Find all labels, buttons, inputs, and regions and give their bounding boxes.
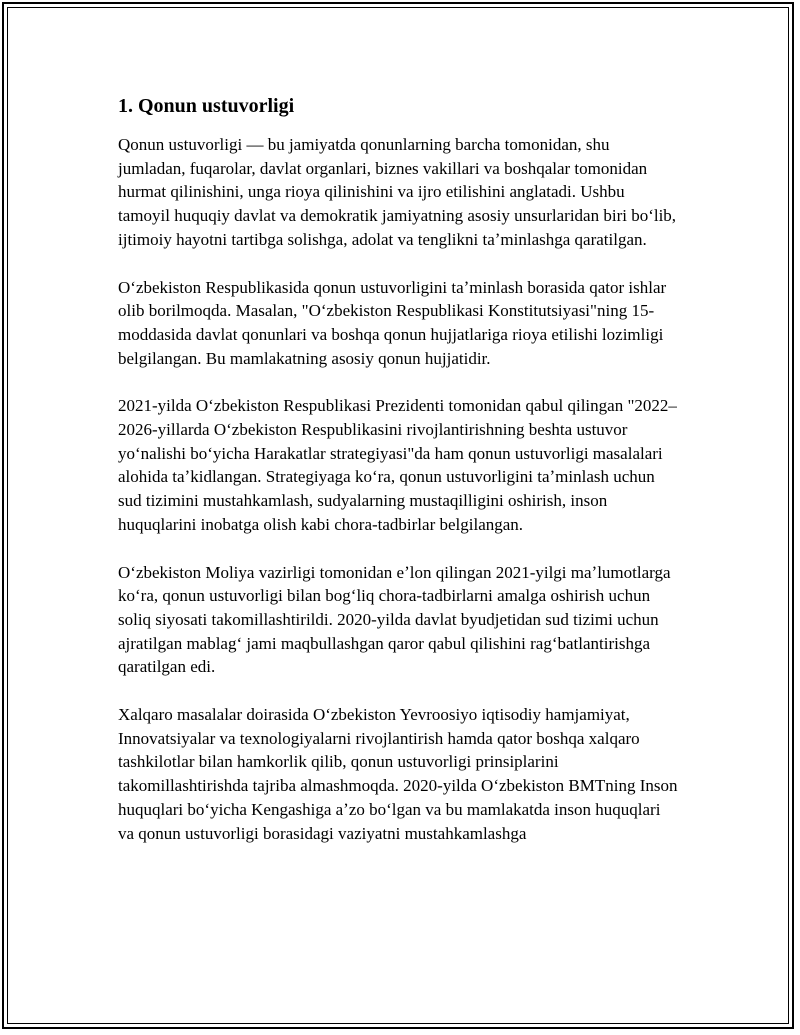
document-body: [118, 93, 678, 869]
section-heading: 1. Qonun ustuvorligi: [118, 95, 295, 117]
paragraph-5: Xalqaro masalalar doirasida Oʻzbekiston Yevroosiyo iqtisodiy hamjamiyat, Innovatsiyalar va texnologiyalarni rivojlantirish hamda qator boshqa xalqaro tashkilotlar bilan hamkorlik qilib, qonun ustuvorligi prinsiplarini takomillashtirishda tajriba almashmoqda. 2020-yilda Oʻzbekiston BMTning Inson huquqlari boʻyicha Kengashiga aʼzo boʻlgan va bu mamlakatda inson huquqlari va qonun ustuvorligi borasidagi vaziyatni mustahkamlashga: [118, 705, 678, 843]
paragraph-2: Oʻzbekiston Respublikasida qonun ustuvorligini taʼminlash borasida qator ishlar olib borilmoqda. Masalan, "Oʻzbekiston Respublikasi Konstitutsiyasi"ning 15-moddasida davlat qonunlari va boshqa qonun hujjatlariga rioya etilishi lozimligi belgilangan. Bu mamlakatning asosiy qonun hujjatidir.: [118, 277, 667, 368]
paragraph-1: Qonun ustuvorligi — bu jamiyatda qonunlarning barcha tomonidan, shu jumladan, fuqarolar, davlat organlari, biznes vakillari va boshqalar tomonidan hurmat qilinishini, unga rioya qilinishini va ijro etilishini anglatadi. Ushbu tamoyil huquqiy davlat va demokratik jamiyatning asosiy unsurlaridan biri boʻlib, ijtimoiy hayotni tartibga solishga, adolat va tenglikni taʼminlashga qaratilgan.: [118, 135, 677, 249]
paragraph-3: 2021-yilda Oʻzbekiston Respublikasi Prezidenti tomonidan qabul qilingan "2022–2026-yillarda Oʻzbekiston Respublikasini rivojlantirishning beshta ustuvor yoʻnalishi boʻyicha Harakatlar strategiyasi"da ham qonun ustuvorligi masalalari alohida taʼkidlangan. Strategiyaga koʻra, qonun ustuvorligini taʼminlash uchun sud tizimini mustahkamlash, sudyalarning mustaqilligini oshirish, inson huquqlarini inobatga olish kabi chora-tadbirlar belgilangan.: [118, 396, 677, 534]
paragraph-4: Oʻzbekiston Moliya vazirligi tomonidan eʼlon qilingan 2021-yilgi maʼlumotlarga koʻra, qonun ustuvorligi bilan bogʻliq chora-tadbirlarni amalga oshirish uchun soliq siyosati takomillashtirildi. 2020-yilda davlat byudjetidan sud tizimi uchun ajratilgan mablagʻ jami maqbullashgan qaror qabul qilishini ragʻbatlantirishga qaratilgan edi.: [118, 562, 671, 677]
